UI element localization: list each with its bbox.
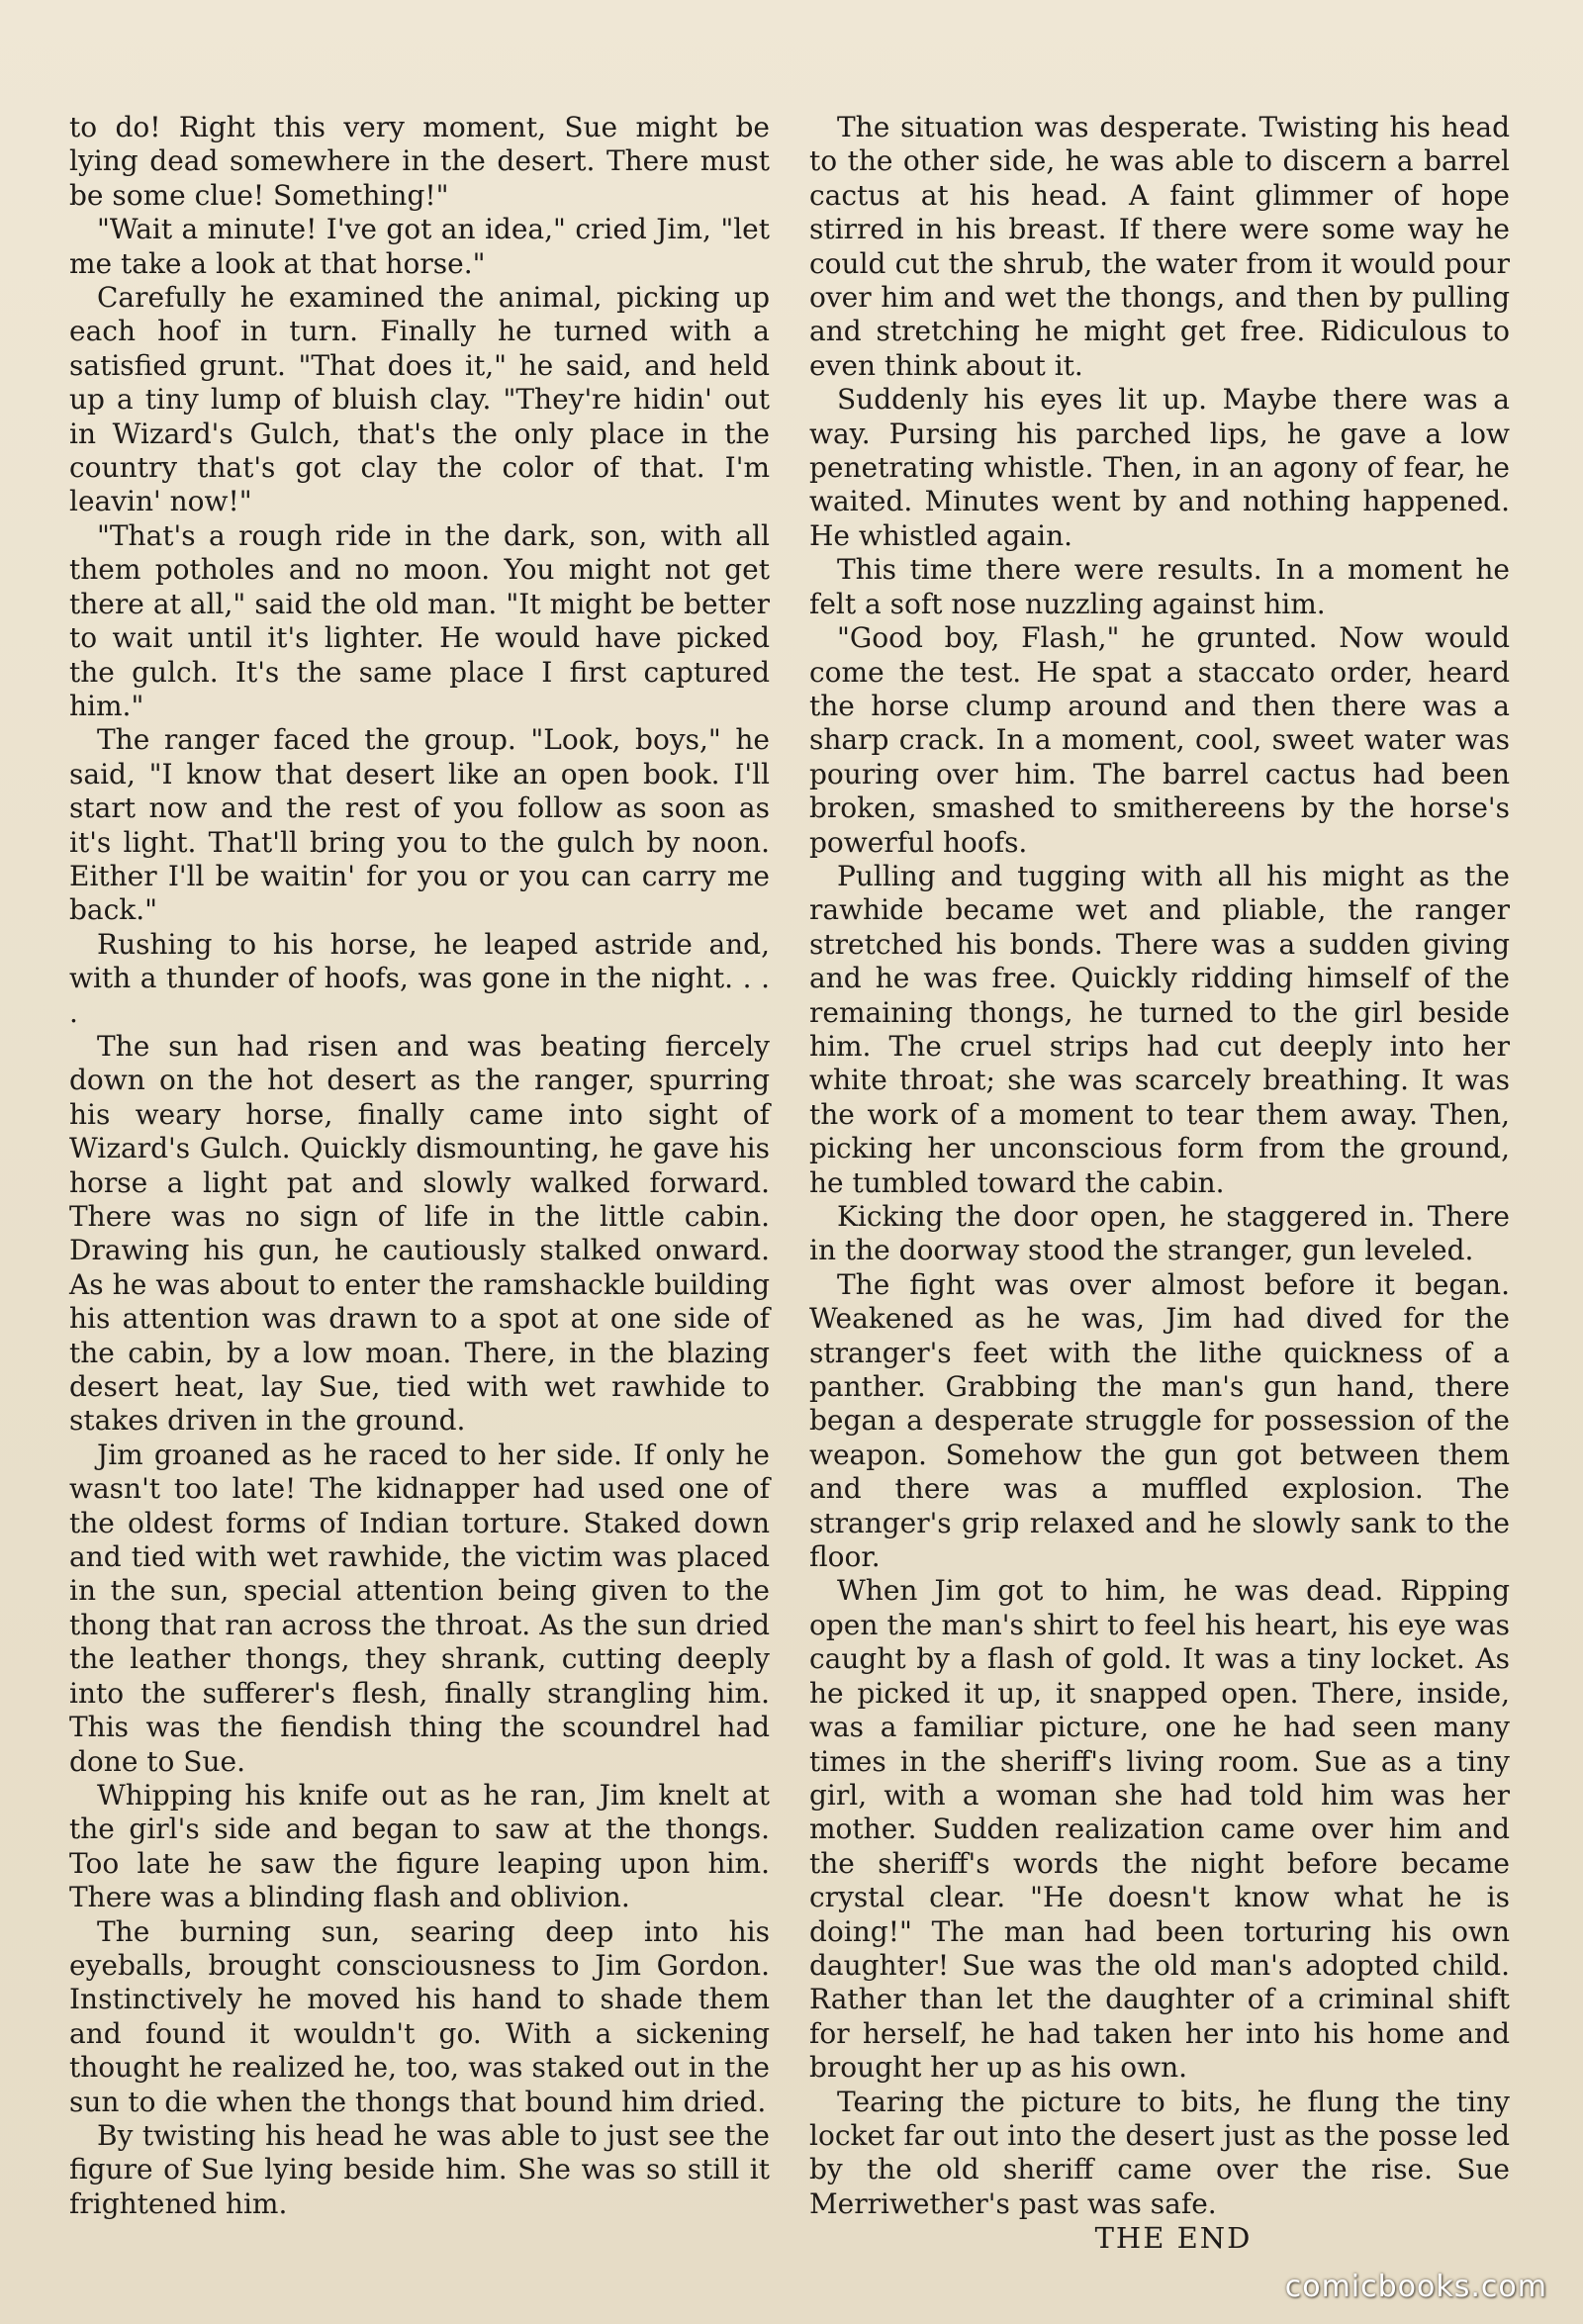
paragraph: Jim groaned as he raced to her side. If only he wasn't too late! The kidnapper had used one of the oldest forms of Indian torture. Staked down and tied with wet rawhide, the victim was placed in the sun, special attention being given to the thong that ran across the throat. As the sun dried the leather thongs, they shrank, cutting deeply into the sufferer's flesh, finally strangling him. This was the fiendish thing the scoundrel had done to Sue. [69, 1438, 770, 1778]
site-watermark: comicbooks.com [1284, 2270, 1547, 2304]
paragraph: Whipping his knife out as he ran, Jim knelt at the girl's side and began to saw at the thongs. Too late he saw the figure leaping upon him. There was a blinding flash and oblivion. [69, 1778, 770, 1914]
paragraph: Pulling and tugging with all his might as the rawhide became wet and pliable, the ranger stretched his bonds. There was a sudden giving and he was free. Quickly ridding himself of the remaining thongs, he turned to the girl beside him. The cruel strips had cut deeply into her white throat; she was scarcely breathing. It was the work of a moment to tear them away. Then, picking her unconscious form from the ground, he tumbled toward the cabin. [809, 859, 1510, 1199]
paragraph: The fight was over almost before it began. Weakened as he was, Jim had dived for the stranger's feet with the lithe quickness of a panther. Grabbing the man's gun hand, there began a desperate struggle for possession of the weapon. Somehow the gun got between them and there was a muffled explosion. The stranger's grip relaxed and he slowly sank to the floor. [809, 1267, 1510, 1574]
paragraph: Carefully he examined the animal, picking up each hoof in turn. Finally he turned with a satisfied grunt. "That does it," he said, and held up a tiny lump of bluish clay. "They're hidin' out in Wizard's Gulch, that's the only place in the country that's got clay the color of that. I'm leavin' now!" [69, 281, 770, 518]
paragraph: Rushing to his horse, he leaped astride and, with a thunder of hoofs, was gone in the night. . . . [69, 927, 770, 1029]
paragraph: The ranger faced the group. "Look, boys," he said, "I know that desert like an open book. I'll start now and the rest of you follow as soon as it's light. That'll bring you to the gulch by noon. Either I'll be waitin' for you or you can carry me back." [69, 723, 770, 927]
paragraph: "Good boy, Flash," he grunted. Now would come the test. He spat a staccato order, heard the horse clump around and then there was a sharp crack. In a moment, cool, sweet water was pouring over him. The barrel cactus had been broken, smashed to smithereens by the horse's powerful hoofs. [809, 621, 1510, 859]
paragraph: When Jim got to him, he was dead. Ripping open the man's shirt to feel his heart, his eye was caught by a flash of gold. It was a tiny locket. As he picked it up, it snapped open. There, inside, was a familiar picture, one he had seen many times in the sheriff's living room. Sue as a tiny girl, with a woman she had told him was her mother. Sudden realization came over him and the sheriff's words the night before became crystal clear. "He doesn't know what he is doing!" The man had been torturing his own daughter! Sue was the old man's adopted child. Rather than let the daughter of a criminal shift for herself, he had taken her into his home and brought her up as his own. [809, 1574, 1510, 2085]
the-end-label: THE END [1094, 2221, 1253, 2256]
paragraph: to do! Right this very moment, Sue might be lying dead somewhere in the desert. There must be some clue! Something!" [69, 111, 770, 212]
paragraph: "That's a rough ride in the dark, son, with all them potholes and no moon. You might not get there at all," said the old man. "It might be better to wait until it's lighter. He would have picked the gulch. It's the same place I first captured him." [69, 518, 770, 722]
paragraph: By twisting his head he was able to just see the figure of Sue lying beside him. She was so still it frightened him. [69, 2118, 770, 2220]
paragraph: Suddenly his eyes lit up. Maybe there was a way. Pursing his parched lips, he gave a low penetrating whistle. Then, in an agony of fear, he waited. Minutes went by and nothing happened. He whistled again. [809, 383, 1510, 552]
paragraph: Tearing the picture to bits, he flung the tiny locket far out into the desert just as the posse led by the old sheriff came over the rise. Sue Merriwether's past was safe. [809, 2085, 1510, 2220]
paragraph: This time there were results. In a moment he felt a soft nose nuzzling against him. [809, 553, 1510, 620]
right-text-column [809, 111, 1510, 2256]
paragraph: Kicking the door open, he staggered in. There in the doorway stood the stranger, gun leveled. [809, 1200, 1510, 1267]
paragraph: The burning sun, searing deep into his eyeballs, brought consciousness to Jim Gordon. Instinctively he moved his hand to shade them and found it wouldn't go. With a sickening thought he realized he, too, was staked out in the sun to die when the thongs that bound him dried. [69, 1914, 770, 2118]
paragraph: "Wait a minute! I've got an idea," cried Jim, "let me take a look at that horse." [69, 213, 770, 280]
paragraph: The sun had risen and was beating fiercely down on the hot desert as the ranger, spurring his weary horse, finally came into sight of Wizard's Gulch. Quickly dismounting, he gave his horse a light pat and slowly walked forward. There was no sign of life in the little cabin. Drawing his gun, he cautiously stalked onward. As he was about to enter the ramshackle building his attention was drawn to a spot at one side of the cabin, by a low moan. There, in the blazing desert heat, lay Sue, tied with wet rawhide to stakes driven in the ground. [69, 1029, 770, 1438]
left-text-column [69, 111, 770, 2221]
paragraph: The situation was desperate. Twisting his head to the other side, he was able to discern a barrel cactus at his head. A faint glimmer of hope stirred in his breast. If there were some way he could cut the shrub, the water from it would pour over him and wet the thongs, and then by pulling and stretching he might get free. Ridiculous to even think about it. [809, 111, 1510, 382]
